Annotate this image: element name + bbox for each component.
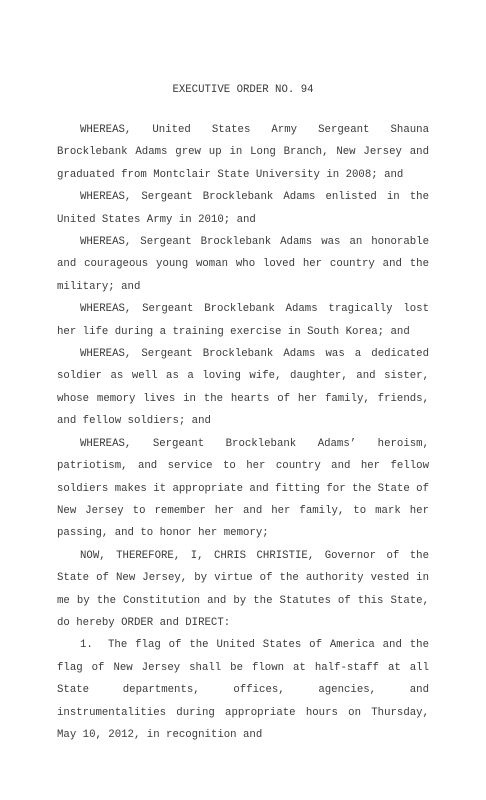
whereas-paragraph-1: WHEREAS, United States Army Sergeant Shauna Brocklebank Adams grew up in Long Branch, New Jersey and graduated from Montclair State University in 2008; and xyxy=(57,124,429,181)
whereas-paragraph-6: WHEREAS, Sergeant Brocklebank Adams’ heroism, patriotism, and service to her country and her fellow soldiers makes it appropriate and fitting for the State of New Jersey to remember her and her family, to mark her passing, and to honor her memory; xyxy=(57,437,429,540)
order-paragraph: NOW, THEREFORE, I, CHRIS CHRISTIE, Governor of the State of New Jersey, by virtue of the authority vested in me by the Constitution and by the Statutes of this State, do hereby ORDER and DIRECT: xyxy=(57,549,429,629)
item-text: The flag of the United States of America and the flag of New Jersey shall be flown at half-staff at all State departments, offices, agencies, and instrumentalities during appropriate hours on Thursday, May 10, 2012, in recognition and xyxy=(57,639,429,741)
whereas-paragraph-3: WHEREAS, Sergeant Brocklebank Adams was an honorable and courageous young woman who loved her country and the military; and xyxy=(57,236,429,293)
numbered-item-1 xyxy=(57,634,429,746)
whereas-paragraph-5: WHEREAS, Sergeant Brocklebank Adams was a dedicated soldier as well as a loving wife, daughter, and sister, whose memory lives in the hearts of her family, friends, and fellow soldiers; and xyxy=(57,348,429,428)
whereas-paragraph-4: WHEREAS, Sergeant Brocklebank Adams tragically lost her life during a training exercise in South Korea; and xyxy=(57,303,429,338)
document-title: EXECUTIVE ORDER NO. 94 xyxy=(172,84,314,96)
document-body xyxy=(57,119,429,746)
item-number: 1. xyxy=(80,639,93,652)
whereas-paragraph-2: WHEREAS, Sergeant Brocklebank Adams enlisted in the United States Army in 2010; and xyxy=(57,191,429,226)
